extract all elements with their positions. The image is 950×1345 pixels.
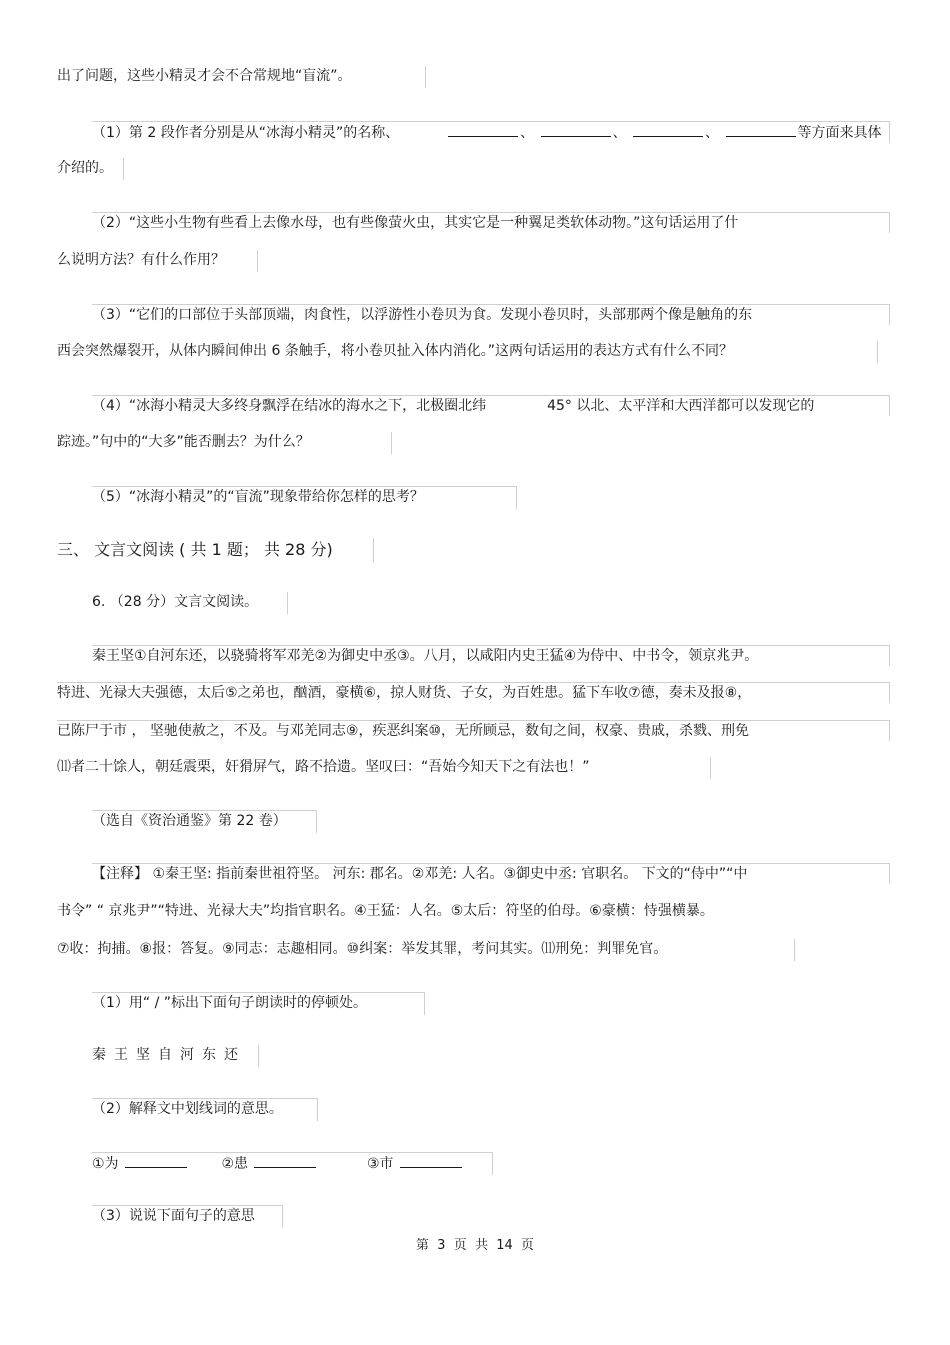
question-1-cont — [57, 158, 124, 180]
question-4-line1a: （4）“冰海小精灵大多终身飘浮在结冰的海水之下，北极圈北纬 — [92, 398, 487, 414]
passage-text: 秦王坚①自河东还，以骁骑将军邓羌②为御史中丞③。八月，以咸阳内史王猛④为侍中、中书令，领京兆尹。 — [92, 648, 759, 664]
question-1-text-c: 介绍的。 — [57, 160, 113, 176]
fill-blank[interactable] — [726, 122, 796, 137]
sub-question-2-text: （2）解释文中划线词的意思。 — [92, 1101, 283, 1117]
paragraph-text: 出了问题，这些小精灵才会不合常规地“盲流”。 — [57, 68, 352, 84]
question-5 — [92, 486, 517, 509]
question-4-cont — [57, 432, 392, 454]
question-2-line1: （2）“这些小生物有些看上去像水母，也有些像萤火虫，其实它是一种翼足类软体动物。”这句话运用了什 — [92, 215, 739, 231]
question-1-text: （1）第 2 段作者分别是从“冰海小精灵”的名称、 — [92, 125, 400, 141]
question-3-line2: 西会突然爆裂开，从体内瞬间伸出 6 条触手，将小卷贝扯入体内消化。”这两句话运用的表达方式有什么不同？ — [57, 343, 734, 359]
sub-question-3-text: （3）说说下面句子的意思 — [92, 1208, 255, 1224]
paragraph-line — [57, 66, 426, 88]
sub-question-3 — [92, 1205, 283, 1228]
notes-line — [92, 863, 890, 884]
page-footer — [0, 1236, 950, 1256]
question-5-text: （5）“冰海小精灵”的“盲流”现象带给你怎样的思考？ — [92, 489, 424, 505]
sub-question-2-items — [92, 1152, 493, 1175]
section-heading — [57, 538, 374, 562]
question-2-line2: 么说明方法？有什么作用？ — [57, 252, 225, 268]
fill-blank[interactable] — [541, 122, 611, 137]
passage-line — [57, 720, 890, 741]
sub-question-1 — [92, 992, 425, 1015]
sub-question-2 — [92, 1098, 318, 1121]
passage-line — [57, 682, 890, 703]
fill-blank[interactable] — [400, 1153, 462, 1168]
separator: 、 — [612, 125, 627, 141]
question-6-title: 6. （28 分）文言文阅读。 — [92, 594, 259, 610]
fill-blank[interactable] — [448, 122, 518, 137]
question-1-text-b: 等方面来具体 — [797, 125, 882, 141]
question-4-line2: 踪迹。”句中的“大多”能否删去？为什么？ — [57, 434, 310, 450]
notes-text: ⑦收：拘捕。⑧报：答复。⑨同志：志趣相同。⑩纠案：举发其罪，考问其实。⑾刑免：判罪免官。 — [57, 941, 668, 957]
notes-text: 【注释】 ①秦王坚: 指前秦世祖符坚。 河东: 郡名。②邓羌: 人名。③御史中丞: 官职名。 下文的“侍中”“中 — [92, 866, 748, 882]
question-4-line1b: 45° 以北、太平洋和大西洋都可以发现它的 — [547, 398, 815, 414]
source-text: （选自《资治通鉴》第 22 卷） — [92, 813, 287, 829]
question-4 — [92, 395, 890, 416]
passage-line — [57, 757, 711, 779]
question-2-cont — [57, 250, 258, 272]
notes-text: 书令” “ 京兆尹”“特进、光禄大夫”均指官职名。④王猛：人名。⑤太后：符坚的伯母。⑥豪横：恃强横暴。 — [57, 903, 714, 919]
sub-question-1-sentence — [92, 1045, 259, 1067]
passage-line — [92, 645, 890, 666]
question-1 — [92, 121, 890, 143]
passage-text: 已陈尸于市 ， 坚驰使赦之，不及。与邓羌同志⑨，疾恶纠案⑩，无所顾忌，数旬之间，权豪、贵戚，杀戮、刑免 — [57, 723, 749, 739]
separator: 、 — [705, 125, 720, 141]
source-citation — [92, 810, 317, 833]
separator: 、 — [520, 125, 535, 141]
notes-line — [57, 901, 889, 921]
passage-text: 特进、光禄大夫强德，太后⑤之弟也，酗酒，豪横⑥，掠人财货、子女，为百姓患。猛下车收⑦德，奏未及报⑧， — [57, 685, 752, 701]
question-3 — [92, 304, 890, 325]
fill-blank[interactable] — [633, 122, 703, 137]
question-3-line1: （3）“它们的口部位于头部顶端，肉食性，以浮游性小卷贝为食。发现小卷贝时，头部那两个像是触角的东 — [92, 307, 753, 323]
question-2 — [92, 212, 890, 233]
fill-blank[interactable] — [254, 1153, 316, 1168]
passage-text: ⑾者二十馀人，朝廷震栗，奸猾屏气，路不拾遗。坚叹曰：“吾始今知天下之有法也！” — [57, 759, 590, 775]
page-number: 第 3 页 共 14 页 — [415, 1238, 535, 1253]
item-label: ③市 — [366, 1156, 394, 1172]
sentence-text: 秦王坚自河东还 — [92, 1047, 246, 1063]
question-6-header — [92, 592, 288, 614]
item-label: ②患 — [221, 1156, 249, 1172]
notes-line — [57, 939, 795, 961]
fill-blank[interactable] — [125, 1153, 187, 1168]
item-label: ①为 — [92, 1156, 119, 1172]
section-title: 三、 文言文阅读 ( 共 1 题； 共 28 分) — [57, 540, 333, 559]
question-3-cont — [57, 341, 878, 363]
sub-question-1-text: （1）用“ / ”标出下面句子朗读时的停顿处。 — [92, 995, 368, 1011]
